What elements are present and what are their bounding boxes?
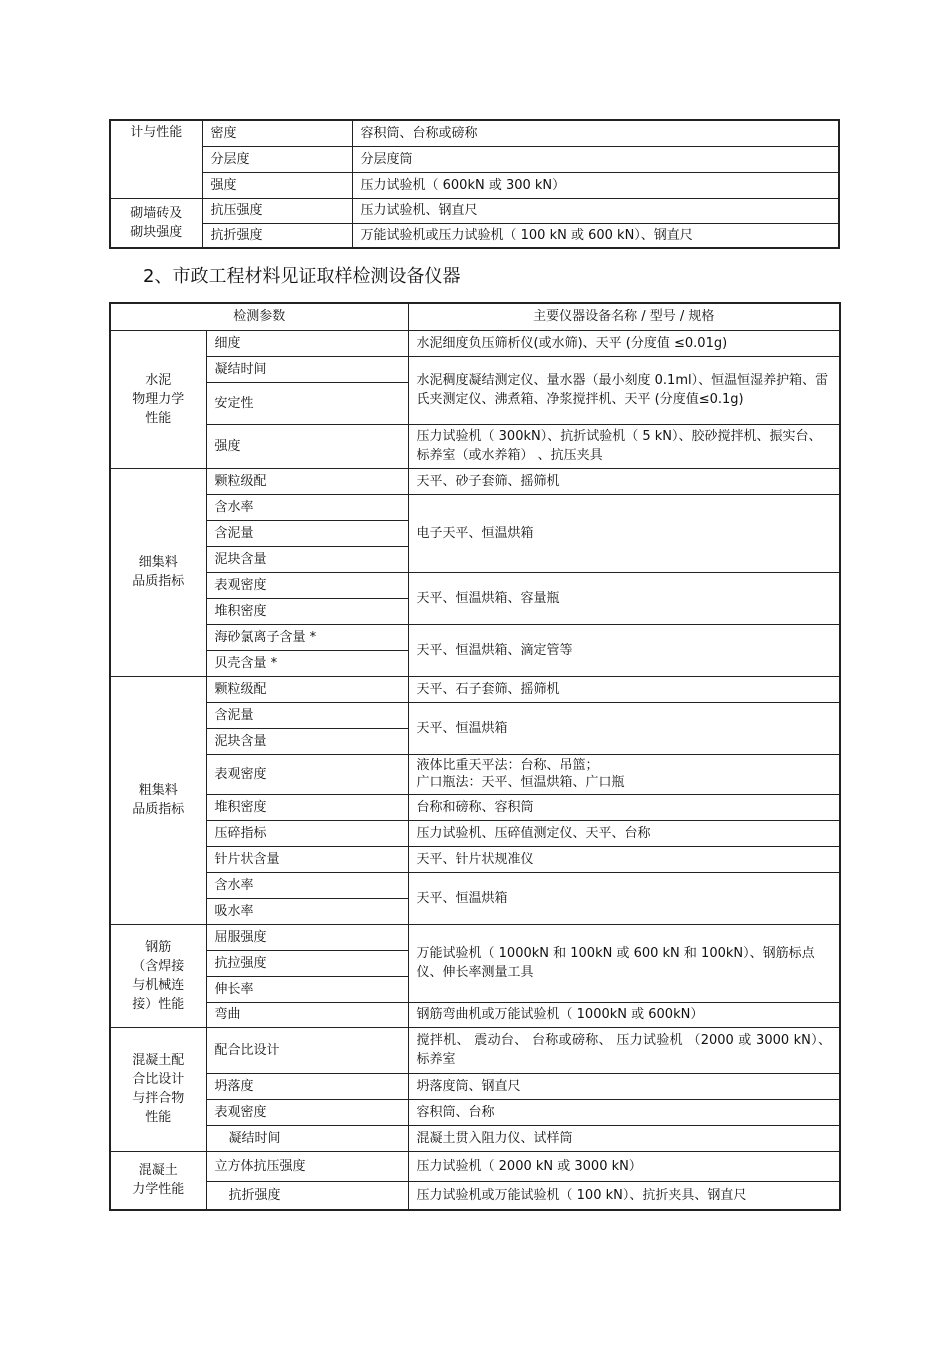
param-cell: 堆积密度 (206, 598, 408, 624)
param-cell: 泥块含量 (206, 728, 408, 754)
equip-cell: 压力试验机（ 2000 kN 或 3000 kN） (408, 1151, 840, 1181)
equip-cell: 万能试验机或压力试验机（ 100 kN 或 600 kN）、钢直尺 (352, 223, 839, 248)
equip-cell: 压力试验机或万能试验机（ 100 kN）、抗折夹具、钢直尺 (408, 1181, 840, 1210)
category-cement: 水泥 物理力学 性能 (110, 330, 206, 468)
equip-cell: 容积筒、台称或磅称 (352, 120, 839, 146)
param-cell: 伸长率 (206, 976, 408, 1002)
param-cell: 表观密度 (206, 1099, 408, 1125)
param-cell: 细度 (206, 330, 408, 356)
param-cell: 表观密度 (206, 572, 408, 598)
param-cell: 含水率 (206, 494, 408, 520)
param-cell: 含水率 (206, 872, 408, 898)
equip-cell: 压力试验机（ 300kN）、抗折试验机（ 5 kN）、胶砂搅拌机、振实台、标养室（或水养箱） 、抗压夹具 (408, 424, 840, 468)
category-cell: 砌墙砖及 砌块强度 (110, 198, 202, 248)
equip-cell: 天平、恒温烘箱、容量瓶 (408, 572, 840, 624)
param-cell: 分层度 (202, 146, 352, 172)
category-concrete-mech: 混凝土 力学性能 (110, 1151, 206, 1210)
param-cell: 吸水率 (206, 898, 408, 924)
param-cell: 含泥量 (206, 702, 408, 728)
param-cell: 密度 (202, 120, 352, 146)
param-cell: 颗粒级配 (206, 676, 408, 702)
param-cell: 堆积密度 (206, 794, 408, 820)
section-title: 2、市政工程材料见证取样检测设备仪器 (143, 266, 461, 287)
param-cell: 配合比设计 (206, 1027, 408, 1073)
param-cell: 海砂氯离子含量 * (206, 624, 408, 650)
equip-cell: 台称和磅称、容积筒 (408, 794, 840, 820)
equip-cell: 容积筒、台称 (408, 1099, 840, 1125)
equip-cell: 压力试验机（ 600kN 或 300 kN） (352, 172, 839, 198)
materials-table-continued (109, 119, 840, 249)
equip-cell: 压力试验机、钢直尺 (352, 198, 839, 223)
param-cell: 颗粒级配 (206, 468, 408, 494)
equip-cell: 坍落度筒、钢直尺 (408, 1073, 840, 1099)
equip-cell: 天平、恒温烘箱 (408, 872, 840, 924)
param-cell: 抗折强度 (202, 223, 352, 248)
equip-cell: 液体比重天平法：台称、吊篮； 广口瓶法：天平、恒温烘箱、广口瓶 (408, 754, 840, 794)
category-fine: 细集料 品质指标 (110, 468, 206, 676)
param-cell: 凝结时间 (206, 1125, 408, 1151)
category-steel: 钢筋 （含焊接 与机械连 接）性能 (110, 924, 206, 1027)
param-cell: 强度 (206, 424, 408, 468)
equip-cell: 钢筋弯曲机或万能试验机（ 1000kN 或 600kN） (408, 1002, 840, 1027)
header-param: 检测参数 (110, 303, 408, 330)
category-concrete-mix: 混凝土配 合比设计 与拌合物 性能 (110, 1027, 206, 1151)
equip-cell: 天平、恒温烘箱 (408, 702, 840, 754)
param-cell: 针片状含量 (206, 846, 408, 872)
param-cell: 抗压强度 (202, 198, 352, 223)
equip-cell: 万能试验机（ 1000kN 和 100kN 或 600 kN 和 100kN）、钢筋标点仪、伸长率测量工具 (408, 924, 840, 1002)
param-cell: 抗折强度 (206, 1181, 408, 1210)
param-cell: 含泥量 (206, 520, 408, 546)
param-cell: 屈服强度 (206, 924, 408, 950)
equip-cell: 电子天平、恒温烘箱 (408, 494, 840, 572)
param-cell: 泥块含量 (206, 546, 408, 572)
equip-cell: 混凝土贯入阻力仪、试样筒 (408, 1125, 840, 1151)
header-equip: 主要仪器设备名称 / 型号 / 规格 (408, 303, 840, 330)
equip-cell: 搅拌机、 震动台、 台称或磅称、 压力试验机 （2000 或 3000 kN）、标养室 (408, 1027, 840, 1073)
param-cell: 抗拉强度 (206, 950, 408, 976)
param-cell: 安定性 (206, 382, 408, 424)
equip-cell: 水泥细度负压筛析仪(或水筛)、天平 (分度值 ≤0.01g) (408, 330, 840, 356)
municipal-materials-table (109, 302, 841, 1211)
param-cell: 压碎指标 (206, 820, 408, 846)
category-coarse: 粗集料 品质指标 (110, 676, 206, 924)
param-cell: 凝结时间 (206, 356, 408, 382)
category-cell: 计与性能 (110, 120, 202, 198)
param-cell: 贝壳含量 * (206, 650, 408, 676)
param-cell: 立方体抗压强度 (206, 1151, 408, 1181)
equip-cell: 天平、砂子套筛、摇筛机 (408, 468, 840, 494)
equip-cell: 天平、恒温烘箱、滴定管等 (408, 624, 840, 676)
param-cell: 弯曲 (206, 1002, 408, 1027)
equip-cell: 天平、石子套筛、摇筛机 (408, 676, 840, 702)
equip-cell: 水泥稠度凝结测定仪、量水器（最小刻度 0.1ml）、恒温恒湿养护箱、雷氏夹测定仪、沸煮箱、净浆搅拌机、天平 (分度值≤0.1g) (408, 356, 840, 424)
param-cell: 强度 (202, 172, 352, 198)
equip-cell: 压力试验机、压碎值测定仪、天平、台称 (408, 820, 840, 846)
param-cell: 表观密度 (206, 754, 408, 794)
param-cell: 坍落度 (206, 1073, 408, 1099)
equip-cell: 天平、针片状规准仪 (408, 846, 840, 872)
equip-cell: 分层度筒 (352, 146, 839, 172)
